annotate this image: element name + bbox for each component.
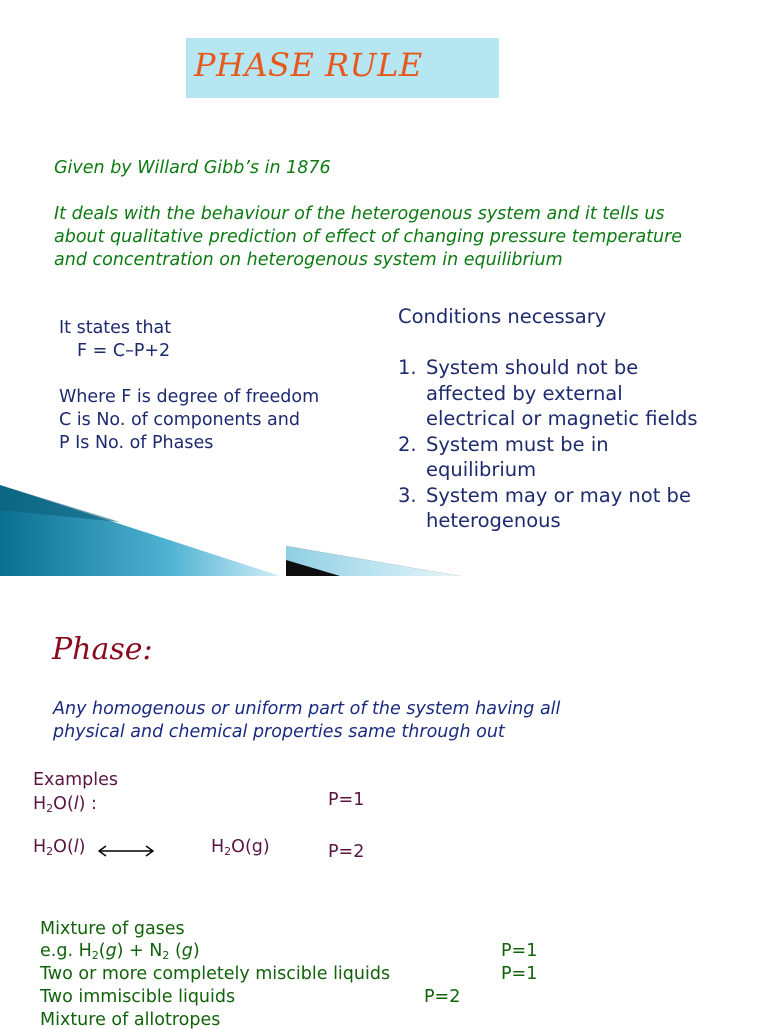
example-water-liquid: $H_2O(l)$ :: [33, 794, 97, 815]
condition-line: heterogenous: [426, 509, 561, 532]
condition-line: electrical or magnetic fields: [426, 407, 698, 430]
condition-item: [398, 355, 698, 432]
equilibrium-arrow-icon: [96, 844, 156, 858]
example-water-liquid-left: $H_2O(l)$: [33, 837, 86, 858]
allotropes-text: Mixture of allotropes: [40, 1010, 221, 1030]
list-number: 3.: [398, 483, 417, 507]
phase-definition: [53, 698, 560, 744]
slide-title: PHASE RULE: [194, 46, 423, 84]
phase-count: P=1: [501, 964, 538, 984]
formula-text: F = C–P+2: [77, 341, 171, 361]
immiscible-liquids-text: Two immiscible liquids: [40, 987, 236, 1007]
phase-count: P=2: [328, 842, 365, 862]
condition-line: affected by external: [426, 381, 623, 405]
description-line: It deals with the behaviour of the heterogenous system and it tells us: [54, 204, 665, 224]
condition-item: [398, 432, 698, 483]
condition-line: equilibrium: [426, 458, 537, 481]
condition-line: System may or may not be: [426, 483, 691, 507]
mixture-gases-heading: Mixture of gases: [40, 919, 185, 939]
examples-label: Examples: [33, 770, 119, 790]
phase-count: P=2: [424, 987, 461, 1007]
definition-line: Any homogenous or uniform part of the system having all: [53, 699, 561, 719]
miscible-liquids-text: Two or more completely miscible liquids: [40, 964, 391, 984]
description-paragraph: [54, 203, 682, 272]
phase-count: P=1: [501, 941, 538, 961]
definitions-block: [59, 386, 319, 455]
conditions-heading: Conditions necessary: [398, 305, 607, 328]
description-line: and concentration on heterogenous system in equilibrium: [54, 250, 563, 270]
decorative-swoosh: [0, 480, 460, 580]
gas-example: e.g. $H_2(g) + N_2$ (g): [40, 941, 200, 962]
example-water-gas: $H_2O(g)$: [211, 837, 270, 858]
list-number: 1.: [398, 356, 417, 379]
condition-line: System should not be: [426, 356, 639, 379]
definition-line: Where F is degree of freedom: [59, 387, 320, 407]
description-line: about qualitative prediction of effect of changing pressure temperature: [54, 227, 683, 247]
definition-line: physical and chemical properties same through out: [53, 722, 505, 742]
states-that-text: It states that: [59, 318, 172, 338]
given-by-text: Given by Willard Gibb’s in 1876: [54, 158, 331, 178]
list-number: 2.: [398, 432, 417, 456]
definition-line: P Is No. of Phases: [59, 433, 214, 453]
definition-line: C is No. of components and: [59, 410, 300, 430]
phase-heading: Phase:: [52, 632, 153, 667]
condition-line: System must be in: [426, 432, 609, 456]
phase-count: P=1: [328, 790, 365, 810]
